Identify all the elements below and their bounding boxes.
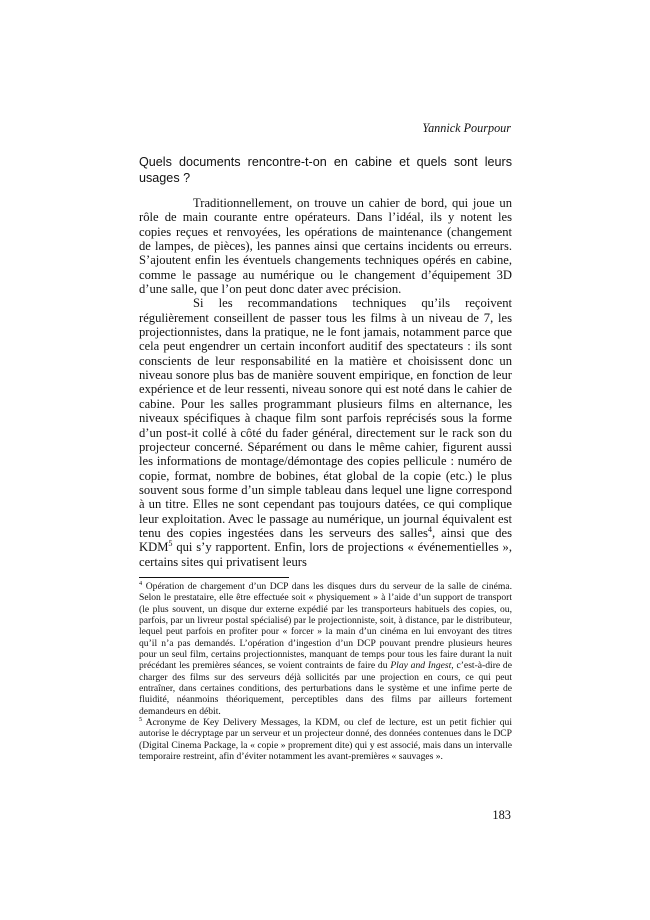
body-text — [139, 196, 512, 569]
footnote-text: Opération de chargement d’un DCP dans les disques durs du serveur de la salle de cinéma. Selon le prestataire, elle être effectuée soit « physiquement » à l’aide d’un support de transport (le plus souvent, un disque dur externe expédié par les transporteurs habituels des copies, ou, parfois, par un livreur postal spécialisé) par le projectionniste, soit, à distance, par le distributeur, lequel peut parfois en profiter pour « forcer » la main d’un cinéma en lui envoyant des titres qu’il n’a pas demandés. L’opération d’ingestion d’un DCP pouvant prendre plusieurs heures pour un seul film, certains projectionnistes, manquant de temps pour tous les faire durant la nuit précédant les premières séances, se voient contraints de faire du — [139, 581, 512, 672]
footnote-reference: 4 — [427, 524, 432, 534]
footnote-reference: 5 — [168, 539, 173, 549]
page-number: 183 — [492, 808, 511, 822]
paragraph-text: qui s’y rapportent. Enfin, lors de projections « événementielles », certains sites qui privatisent leurs — [139, 540, 512, 569]
paragraph-text: Si les recommandations techniques qu’ils reçoivent régulièrement conseillent de passer tous les films à un niveau de 7, les projectionnistes, dans la pratique, ne le font jamais, notamment parce que cela peut engendrer un certain inconfort auditif des spectateurs : ils sont conscients de leur responsabilité en la matière et choisissent donc un niveau sonore plus bas de manière souvent empirique, en fonction de leur expérience et de leur ressenti, niveau sonore qui est noté dans le cahier de cabine. Pour les salles programmant plusieurs films en alternance, les niveaux spécifiques à chaque film sont parfois reprécisés sous la forme d’un post-it collé à côté du fader général, directement sur le rack son du projecteur concerné. Séparément ou dans le même cahier, figurent aussi les informations de montage/démontage des copies pellicule : numéro de copie, format, nombre de bobines, état global de la copie (etc.) le plus souvent sous forme d’un simple tableau dans lequel une ligne correspond à un titre. Elles ne sont cependant pas toujours datées, ce qui complique leur exploitation. Avec le passage au numérique, un journal équivalent est tenu des copies ingestées dans les serveurs des salles — [139, 296, 512, 540]
footnotes — [139, 581, 512, 763]
paragraph: Traditionnellement, on trouve un cahier de bord, qui joue un rôle de main courante entre opérateurs. Dans l’idéal, ils y notent les copies reçues et renvoyées, les opérations de maintenance (changement de lampes, de pièces), les pannes ainsi que certains incidents ou erreurs. S’ajoutent enfin les éventuels changements techniques opérés en cabine, comme le passage au numérique ou le changement d’équipement 3D d’une salle, que l’on peut donc dater avec précision. — [139, 196, 512, 297]
footnote-number: 4 — [139, 579, 143, 587]
footnote — [139, 717, 512, 762]
footnote-text: Acronyme de Key Delivery Messages, la KDM, ou clef de lecture, est un petit fichier qui autorise le décryptage par un serveur et un projecteur donné, des données contenues dans le DCP (Digital Cinema Package, la « copie » proprement dite) qui y est associé, mais dans un intervalle temporaire restreint, afin d’éviter notamment les avant-premières « sauvages ». — [139, 717, 512, 763]
footnote-separator — [139, 577, 289, 578]
footnote-number: 5 — [139, 715, 143, 723]
running-header-author: Yannick Pourpour — [422, 121, 511, 135]
footnote-emphasis: Play and Ingest — [390, 660, 452, 672]
footnote-text: , c’est-à-dire de charger des films sur des serveurs déjà sollicités par une projection en cours, ce qui peut entraîner, dans certaines conditions, des perturbations dans le système et une infime perte de fluidité, néanmoins théoriquement, perceptibles dans des films par ailleurs fortement demandeurs en débit. — [139, 660, 512, 717]
footnote — [139, 581, 512, 717]
paragraph — [139, 296, 512, 569]
paragraph-text: , ainsi que des KDM — [139, 525, 512, 555]
section-heading: Quels documents rencontre-t-on en cabine et quels sont leurs usages ? — [139, 155, 512, 185]
